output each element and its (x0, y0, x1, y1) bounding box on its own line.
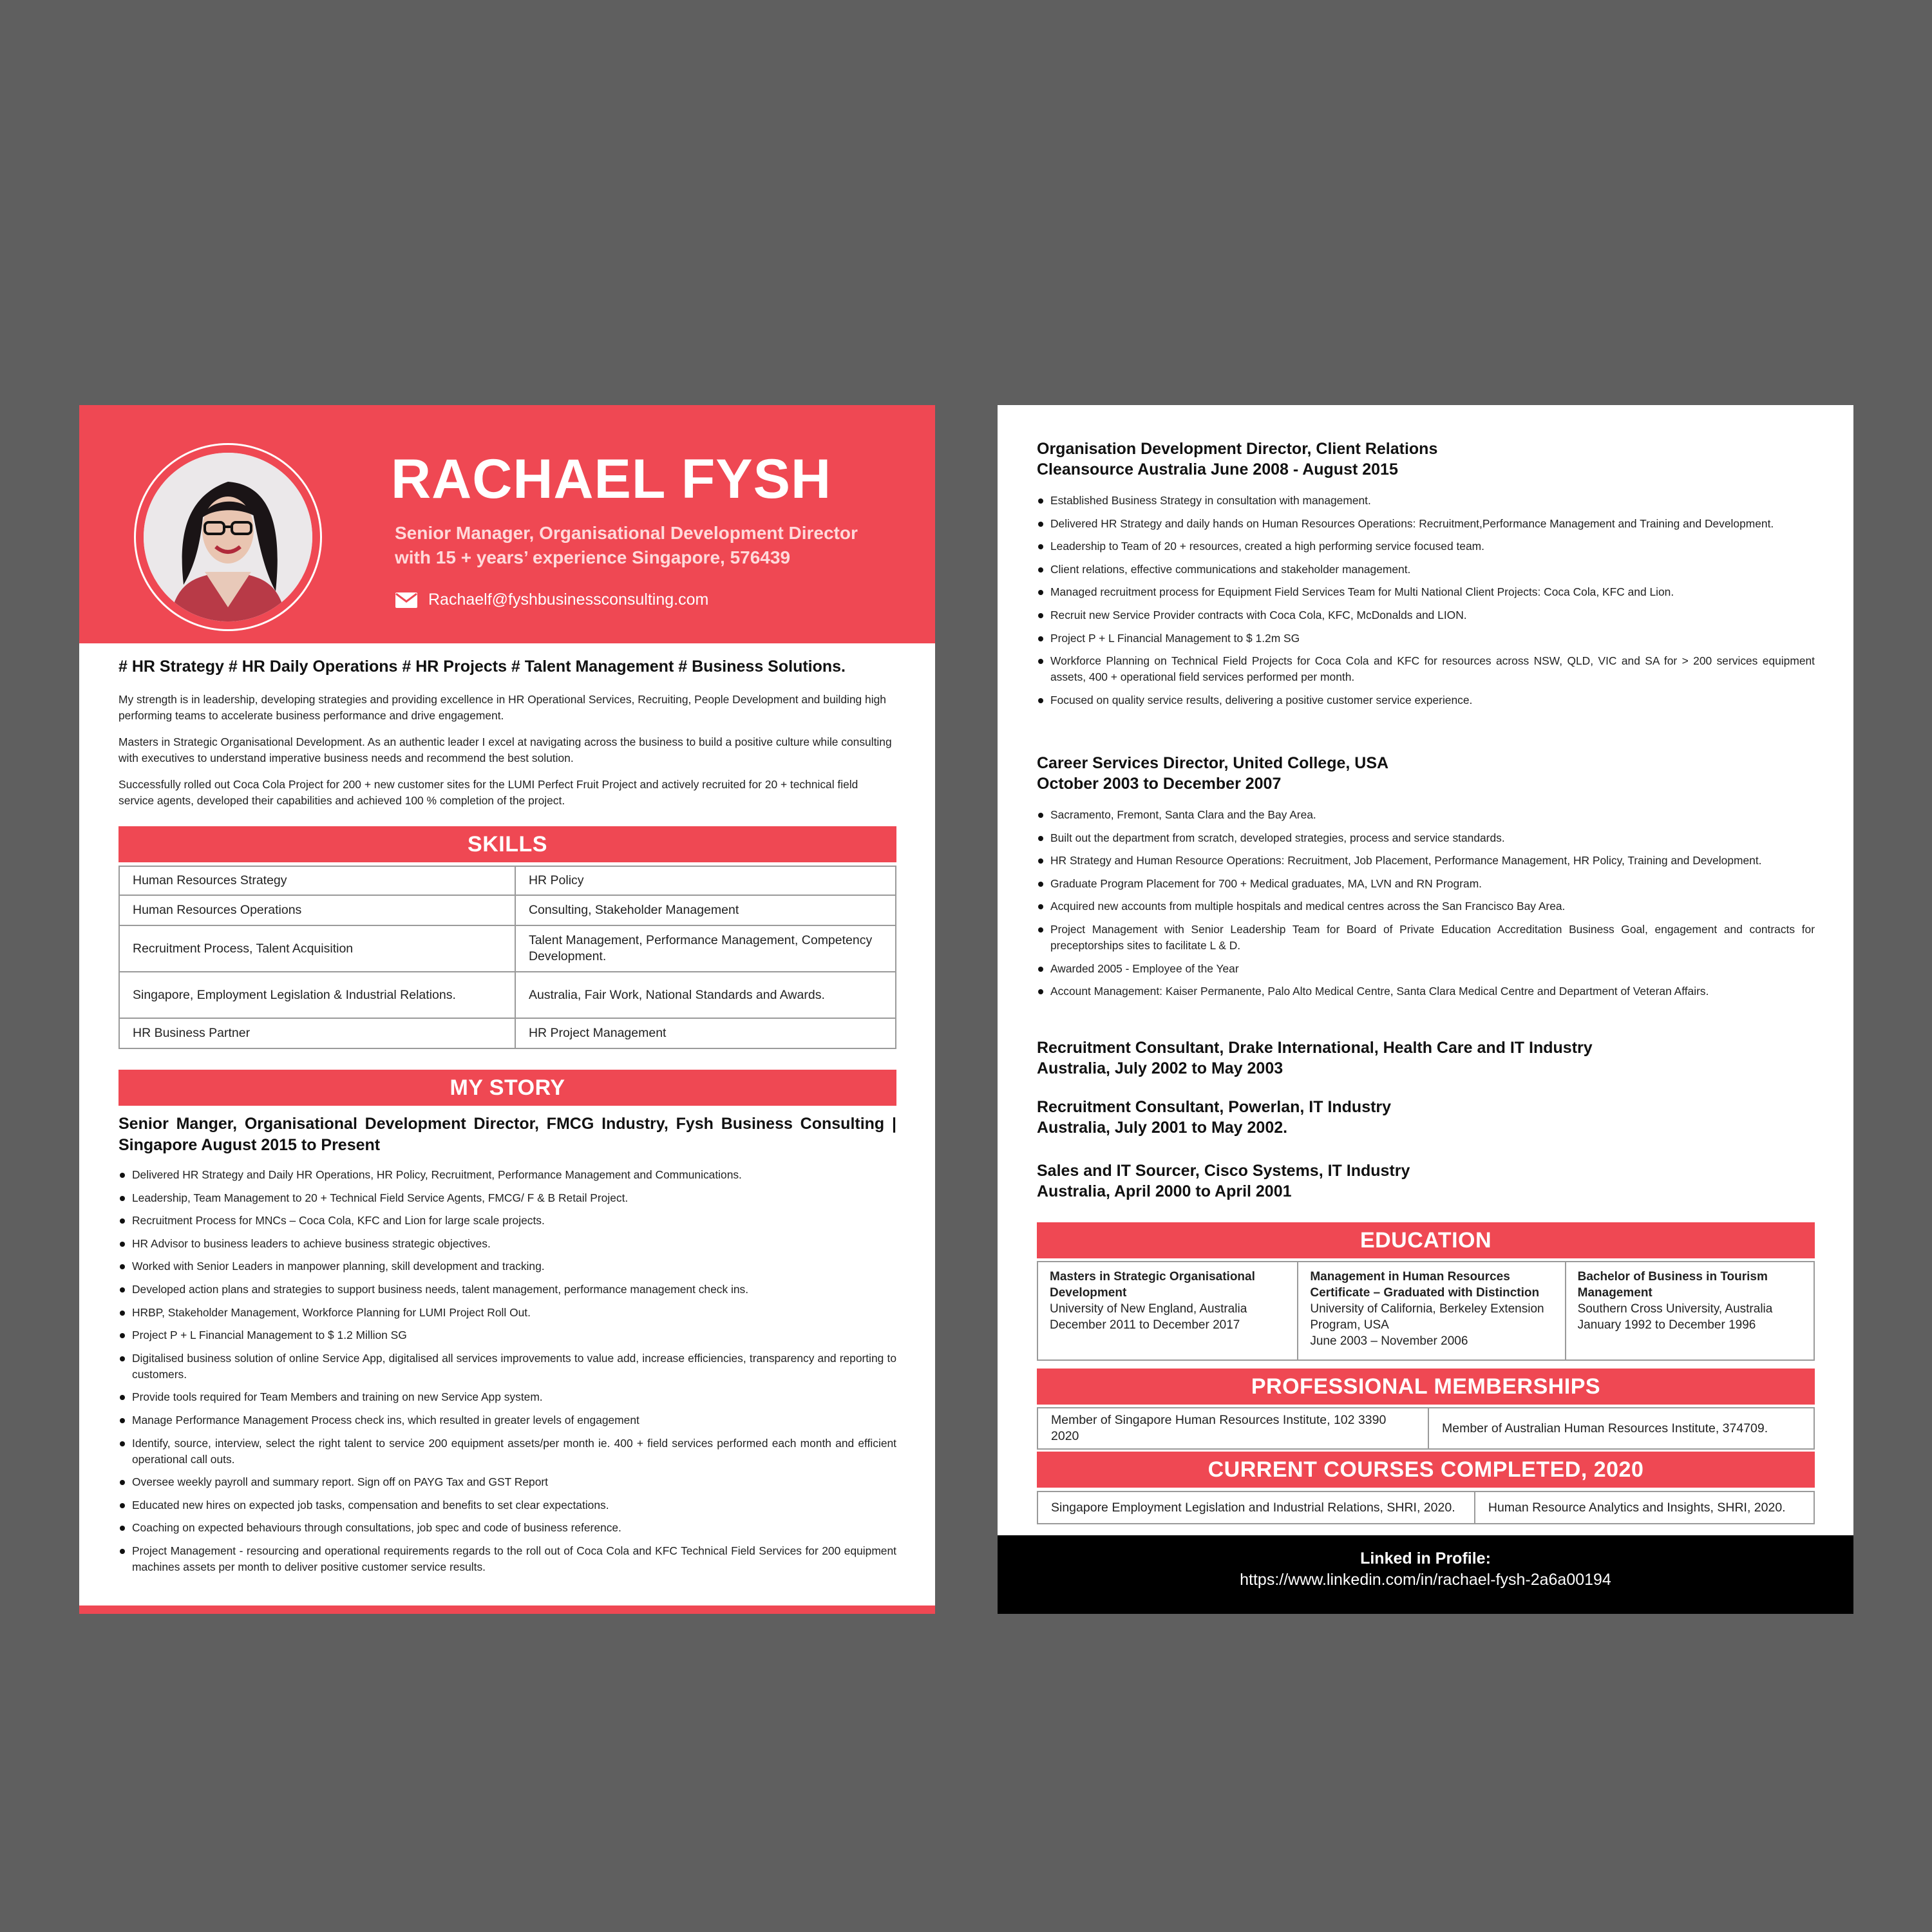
linkedin-label: Linked in Profile: (1360, 1549, 1491, 1567)
courses-heading: CURRENT COURSES COMPLETED, 2020 (1037, 1452, 1815, 1488)
envelope-icon (395, 592, 418, 609)
job-bullet-list-united-college (1037, 807, 1815, 1007)
list-item: Client relations, effective communications and stakeholder management. (1037, 562, 1815, 578)
course-cell: Singapore Employment Legislation and Industrial Relations, SHRI, 2020. (1037, 1492, 1475, 1524)
subtitle-line-2: with 15 + years’ experience Singapore, 576439 (395, 547, 791, 567)
skills-row (119, 866, 896, 895)
job-heading-united-college (1037, 753, 1388, 794)
degree-title: Masters in Strategic Organisational Development (1050, 1270, 1255, 1300)
skills-heading: SKILLS (118, 826, 896, 862)
linkedin-footer (998, 1535, 1853, 1614)
resume-page-2 (998, 405, 1853, 1614)
intro-paragraph: Masters in Strategic Organisational Development. As an authentic leader I excel at navigating across the business to build a positive culture while consulting with executives to understand imperative business needs and recommend the best solution. (118, 735, 892, 764)
job-title: Recruitment Consultant, Drake International, Health Care and IT Industry (1037, 1039, 1593, 1057)
education-heading: EDUCATION (1037, 1222, 1815, 1258)
courses-row (1037, 1492, 1814, 1524)
education-cell (1037, 1262, 1298, 1360)
list-item: Recruit new Service Provider contracts with Coca Cola, KFC, McDonalds and LION. (1037, 607, 1815, 623)
list-item: HR Strategy and Human Resource Operations: Recruitment, Job Placement, Performance Management, HR Policy, Training and Development. (1037, 853, 1815, 869)
list-item: Leadership, Team Management to 20 + Technical Field Service Agents, FMCG/ F & B Retail Project. (118, 1190, 896, 1206)
job-heading-drake (1037, 1037, 1593, 1079)
job-heading-cisco (1037, 1160, 1410, 1202)
skill-cell: Recruitment Process, Talent Acquisition (119, 925, 515, 972)
degree-school: University of New England, Australia (1050, 1302, 1247, 1316)
list-item: HRBP, Stakeholder Management, Workforce Planning for LUMI Project Roll Out. (118, 1305, 896, 1321)
list-item: Project P + L Financial Management to $ 1.2m SG (1037, 630, 1815, 647)
list-item: Graduate Program Placement for 700 + Medical graduates, MA, LVN and RN Program. (1037, 876, 1815, 892)
skills-row (119, 972, 896, 1018)
skill-cell: HR Project Management (515, 1018, 896, 1048)
list-item: Developed action plans and strategies to support business needs, talent management, performance management check ins. (118, 1282, 896, 1298)
list-item: Delivered HR Strategy and daily hands on Human Resources Operations: Recruitment,Performance Management and Training and Development. (1037, 516, 1815, 532)
skill-cell: Human Resources Operations (119, 895, 515, 925)
job-heading-powerlan (1037, 1097, 1391, 1138)
degree-dates: December 2011 to December 2017 (1050, 1318, 1240, 1332)
resume-page-1 (79, 405, 935, 1614)
header-banner (79, 405, 935, 643)
bottom-accent-strip (79, 1605, 935, 1614)
list-item: Managed recruitment process for Equipment Field Services Team for Multi National Client Projects: Coca Cola, KFC and Lion. (1037, 584, 1815, 600)
list-item: Built out the department from scratch, developed strategies, process and service standards. (1037, 830, 1815, 846)
profile-photo-frame (134, 443, 322, 631)
job-title: Career Services Director, United College, USA (1037, 754, 1389, 772)
list-item: Coaching on expected behaviours through consultations, job spec and code of business reference. (118, 1520, 896, 1536)
job-heading-cleansource (1037, 439, 1437, 480)
job-company-dates: Cleansource Australia June 2008 - August 2015 (1037, 460, 1398, 478)
skills-row (119, 925, 896, 972)
intro-paragraphs (118, 692, 896, 819)
education-cell (1298, 1262, 1565, 1360)
list-item: Oversee weekly payroll and summary report. Sign off on PAYG Tax and GST Report (118, 1474, 896, 1490)
job-title: Organisation Development Director, Client Relations (1037, 440, 1438, 458)
candidate-name: RACHAEL FYSH (391, 448, 832, 510)
list-item: Acquired new accounts from multiple hospitals and medical centres across the San Francisco Bay Area. (1037, 898, 1815, 914)
course-cell: Human Resource Analytics and Insights, SHRI, 2020. (1475, 1492, 1814, 1524)
education-row (1037, 1262, 1814, 1360)
my-story-heading: MY STORY (118, 1070, 896, 1106)
list-item: Educated new hires on expected job tasks, compensation and benefits to set clear expectations. (118, 1497, 896, 1513)
list-item: Provide tools required for Team Members and training on new Service App system. (118, 1389, 896, 1405)
degree-dates: January 1992 to December 1996 (1577, 1318, 1756, 1332)
intro-paragraph: Successfully rolled out Coca Cola Project for 200 + new customer sites for the LUMI Perfect Fruit Project and actively recruited for 20 + technical field service agents, developed their capabilities and achieved 100 % completion of the project. (118, 778, 858, 807)
education-table (1037, 1261, 1815, 1361)
job-title: Recruitment Consultant, Powerlan, IT Industry (1037, 1098, 1392, 1116)
list-item: Digitalised business solution of online Service App, digitalised all services improvements to value add, increase efficiencies, transparency and reporting to customers. (118, 1350, 896, 1383)
candidate-subtitle (395, 521, 910, 570)
education-cell (1566, 1262, 1814, 1360)
list-item: Manage Performance Management Process check ins, which resulted in greater levels of engagement (118, 1412, 896, 1428)
hashtag-summary: # HR Strategy # HR Daily Operations # HR Projects # Talent Management # Business Solutions. (118, 658, 846, 676)
job-company-dates: Australia, July 2001 to May 2002. (1037, 1119, 1288, 1137)
story-bullet-list (118, 1167, 896, 1582)
membership-cell: Member of Australian Human Resources Institute, 374709. (1428, 1408, 1814, 1449)
list-item: Leadership to Team of 20 + resources, created a high performing service focused team. (1037, 538, 1815, 554)
list-item: Project P + L Financial Management to $ 1.2 Million SG (118, 1327, 896, 1343)
degree-school: Southern Cross University, Australia (1577, 1302, 1773, 1316)
degree-title: Bachelor of Business in Tourism Management (1577, 1270, 1768, 1300)
job-company-dates: October 2003 to December 2007 (1037, 775, 1282, 793)
memberships-table (1037, 1407, 1815, 1450)
list-item: Awarded 2005 - Employee of the Year (1037, 961, 1815, 977)
courses-table (1037, 1491, 1815, 1524)
list-item: Recruitment Process for MNCs – Coca Cola, KFC and Lion for large scale projects. (118, 1213, 896, 1229)
email-address[interactable]: Rachaelf@fyshbusinessconsulting.com (428, 591, 709, 609)
list-item: Workforce Planning on Technical Field Projects for Coca Cola and KFC for resources across NSW, QLD, VIC and SA for > 200 services equipment assets, 400 + operational field services performed per month. (1037, 653, 1815, 685)
list-item: Sacramento, Fremont, Santa Clara and the Bay Area. (1037, 807, 1815, 823)
job-title: Sales and IT Sourcer, Cisco Systems, IT Industry (1037, 1162, 1410, 1180)
skill-cell: Consulting, Stakeholder Management (515, 895, 896, 925)
skill-cell: Talent Management, Performance Management, Competency Development. (515, 925, 896, 972)
skill-cell: Singapore, Employment Legislation & Industrial Relations. (119, 972, 515, 1018)
current-role-heading: Senior Manger, Organisational Development Director, FMCG Industry, Fysh Business Consulting | Singapore August 2015 to Present (118, 1115, 896, 1154)
email-row[interactable] (395, 591, 708, 609)
degree-school: University of California, Berkeley Extension Program, USA (1310, 1302, 1544, 1332)
intro-paragraph: My strength is in leadership, developing strategies and providing excellence in HR Operational Services, Recruiting, People Development and building high performing teams to accelerate business performance and drive engagement. (118, 693, 886, 722)
linkedin-url[interactable]: https://www.linkedin.com/in/rachael-fysh-2a6a00194 (1240, 1571, 1611, 1589)
list-item: HR Advisor to business leaders to achieve business strategic objectives. (118, 1236, 896, 1252)
job-bullet-list-cleansource (1037, 493, 1815, 715)
skills-table (118, 866, 896, 1049)
degree-title: Management in Human Resources Certificate – Graduated with Distinction (1310, 1270, 1540, 1300)
skill-cell: Australia, Fair Work, National Standards and Awards. (515, 972, 896, 1018)
list-item: Identify, source, interview, select the right talent to service 200 equipment assets/per month ie. 400 + field services performed each month and efficient operational call outs. (118, 1435, 896, 1468)
memberships-row (1037, 1408, 1814, 1449)
list-item: Delivered HR Strategy and Daily HR Operations, HR Policy, Recruitment, Performance Management and Communications. (118, 1167, 896, 1183)
membership-cell: Member of Singapore Human Resources Institute, 102 3390 2020 (1037, 1408, 1428, 1449)
memberships-heading: PROFESSIONAL MEMBERSHIPS (1037, 1368, 1815, 1405)
list-item: Worked with Senior Leaders in manpower planning, skill development and tracking. (118, 1258, 896, 1274)
list-item: Project Management - resourcing and operational requirements regards to the roll out of Coca Cola and KFC Technical Field Services for 200 equipment machines assets per month to deliver positive customer service results. (118, 1543, 896, 1575)
job-company-dates: Australia, July 2002 to May 2003 (1037, 1059, 1283, 1077)
subtitle-line-1: Senior Manager, Organisational Development Director (395, 523, 858, 543)
profile-photo (144, 453, 312, 621)
list-item: Focused on quality service results, delivering a positive customer service experience. (1037, 692, 1815, 708)
skill-cell: Human Resources Strategy (119, 866, 515, 895)
skill-cell: HR Policy (515, 866, 896, 895)
skills-row (119, 1018, 896, 1048)
list-item: Account Management: Kaiser Permanente, Palo Alto Medical Centre, Santa Clara Medical Centre and Department of Veteran Affairs. (1037, 983, 1815, 999)
job-company-dates: Australia, April 2000 to April 2001 (1037, 1182, 1292, 1200)
skills-row (119, 895, 896, 925)
degree-dates: June 2003 – November 2006 (1310, 1334, 1468, 1348)
list-item: Project Management with Senior Leadership Team for Board of Private Education Accreditation Business Goal, engagement and contracts for preceptorships sites to facilitate L & D. (1037, 922, 1815, 954)
skill-cell: HR Business Partner (119, 1018, 515, 1048)
list-item: Established Business Strategy in consultation with management. (1037, 493, 1815, 509)
